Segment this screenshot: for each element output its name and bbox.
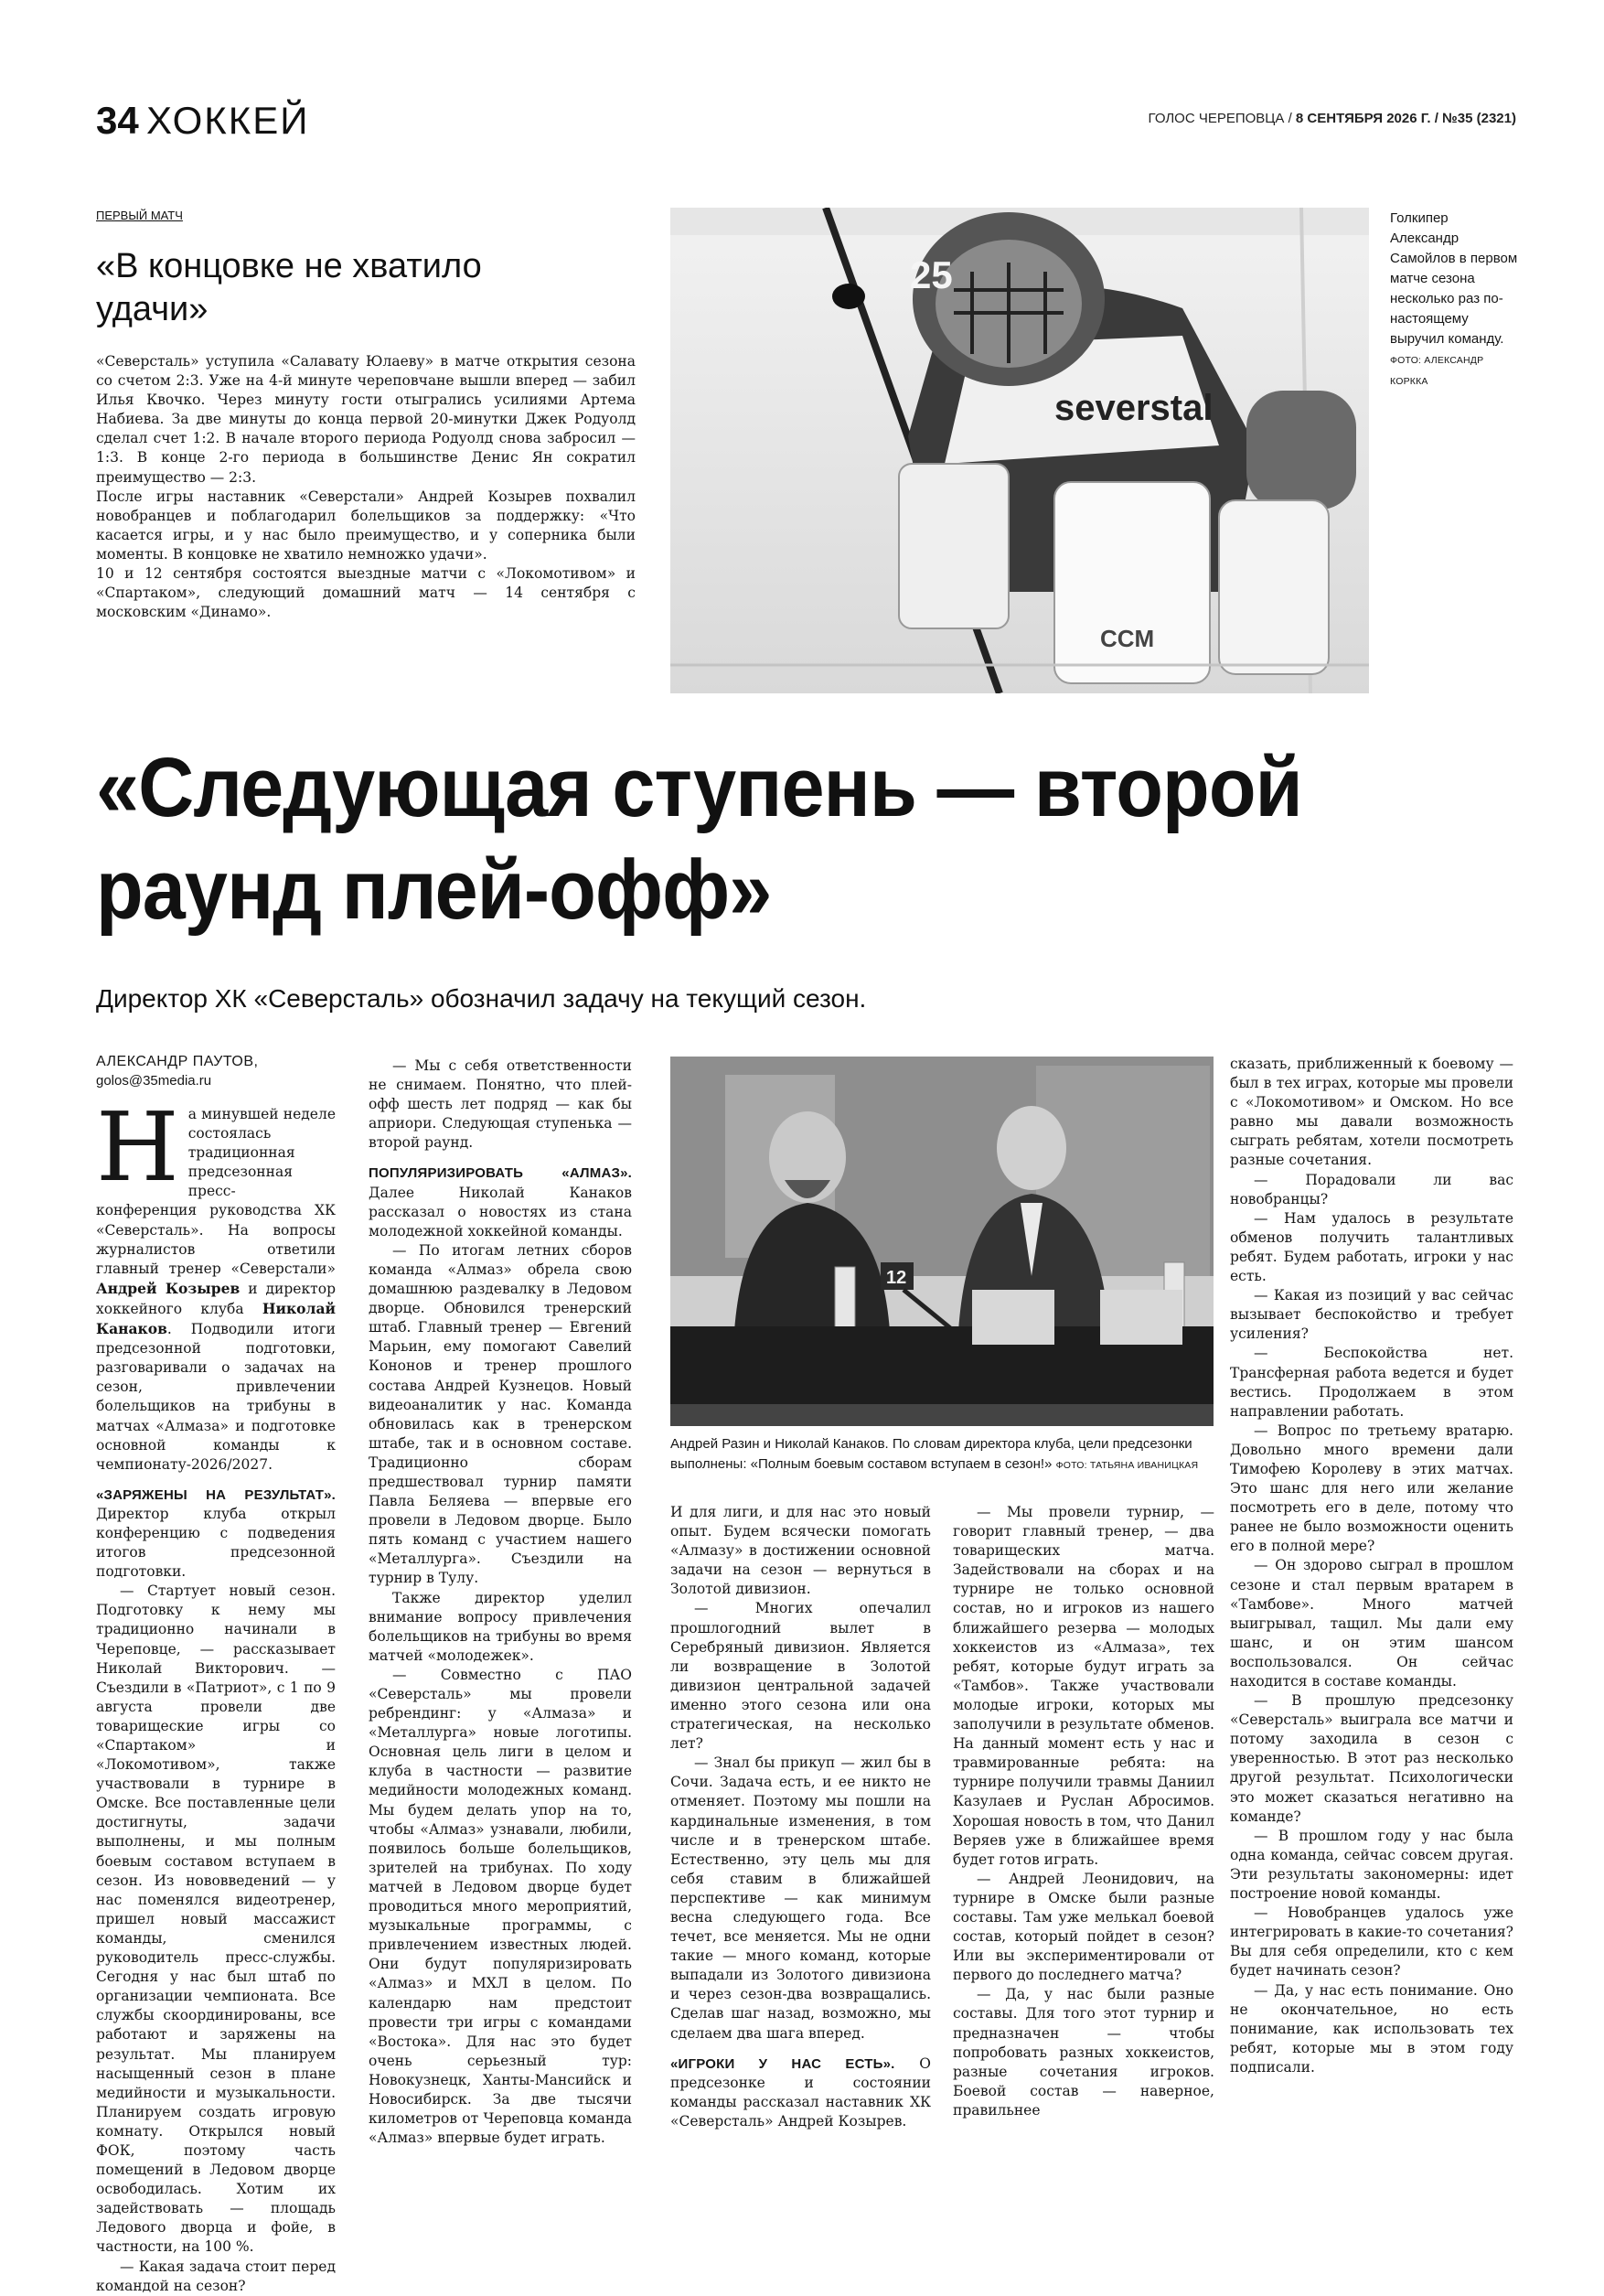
headline-line: раунд плей-офф»	[96, 843, 772, 937]
issue-number: / №35 (2321)	[1434, 111, 1516, 126]
article-paragraph: — В прошлом году у нас была одна команда, сейчас совсем другая. Эти результаты закономерны: идет построение новой команды.	[1230, 1827, 1513, 1903]
article-column-3	[670, 1503, 931, 2131]
article-paragraph: — Какая задача стоит перед командой на сезон?	[96, 2258, 336, 2294]
teaser-paragraph: «Северсталь» уступила «Салавату Юлаеву» в матче открытия сезона со счетом 2:3. Уже на 4-й минуте череповчане вышли вперед — забил Илья Квочко. Через минуту гости отыгрались усилиями Артема Набиева. За две минуты до конца первой 20-минутки Джек Родуолд сделал счет 1:2. В начале второго периода Родуолд снова забросил — 1:3. В конце 2-го периода в большинстве Денис Ян сократил преимущество — 2:3.	[96, 353, 636, 486]
teaser-paragraph: 10 и 12 сентября состоятся выездные матчи с «Локомотивом» и «Спартаком», следующий домашний матч — 14 сентября с московским «Динамо».	[96, 565, 636, 621]
caption-text: Голкипер Александр Самойлов в первом матче сезона несколько раз по-настоящему выручил команду.	[1390, 210, 1518, 347]
masthead	[1149, 111, 1516, 126]
mask-number: 25	[910, 253, 953, 296]
jersey-logo-text: severstal	[1054, 388, 1214, 428]
article-paragraph: — Да, у нас есть понимание. Оно не окончательное, но есть понимание, как использовать тех ребят, которые мы в этом году подписали.	[1230, 1981, 1513, 2076]
intro-text: . Подводили итоги предсезонной подготовки, разговаривали о задачах на сезон, привлечении болельщиков на трибуны в матчах «Алмаза» и подготовке основной команды к чемпионату-2026/2027.	[96, 1321, 336, 1473]
article-paragraph: — Знал бы прикуп — жил бы в Сочи. Задача есть, и ее никто не отменяет. Поэтому мы пошли на кардинальные изменения, в том числе и в тренерском штабе. Естественно, эту цель мы для себя ставим в ближайшей перспективе — как минимум весна следующего года. Все течет, все меняется. Мы не одни такие — много команд, которые выпадали из Золотого дивизиона и через сезон-два возвращались. Сделав шаг назад, возможно, мы сделаем два шага вперед.	[670, 1754, 931, 2042]
article-paragraph: — Многих опечалил прошлогодний вылет в Серебряный дивизион. Является ли возвращение в Золотой дивизион центральной задачей именно этого сезона или она стратегическая, на несколько лет?	[670, 1600, 931, 1753]
author-name: АЛЕКСАНДР ПАУТОВ,	[96, 1054, 259, 1069]
page-number: 34	[96, 99, 139, 142]
article-paragraph: — Нам удалось в результате обменов получить талантливых ребят. Будем работать, игроки у нас есть.	[1230, 1209, 1513, 1285]
byline	[96, 1052, 258, 1090]
teaser-kicker: ПЕРВЫЙ МАТЧ	[96, 209, 183, 222]
subheading: «ИГРОКИ У НАС ЕСТЬ».	[670, 2055, 895, 2072]
intro-text: и директор хоккейного клуба	[96, 1280, 336, 1317]
subhead-text: Далее Николай Канаков рассказал о новостях из стана молодежной хоккейной команды.	[369, 1184, 632, 1239]
headline-line: «Следующая ступень — второй	[96, 741, 1302, 834]
article-paragraph: — В прошлую предсезонку «Северсталь» выиграла все матчи и потому заходила в сезон с уверенностью. В этот раз несколько другой результат. Психологически это может сказаться негативно на команде?	[1230, 1692, 1513, 1825]
teaser-title-line: удачи»	[96, 290, 209, 328]
drop-cap: Н	[96, 1091, 179, 1203]
teaser-paragraph: После игры наставник «Северстали» Андрей Козырев похвалил новобранцев и поблагодарил болельщиков за поддержку: «Что касается игры, и у нас было преимущество, и у соперника были моменты. В концовке не хватило немножко удачи».	[96, 488, 636, 563]
subhead-text: Директор клуба открыл конференцию с подведения итогов предсезонной подготовки.	[96, 1505, 336, 1581]
goalie-photo-caption	[1390, 209, 1518, 392]
article-column-4	[953, 1503, 1214, 2120]
intro-text: а минувшей неделе состоялась традиционная предсезонная пресс-конференция руководства ХК «Северсталь». На вопросы журналистов ответили главный тренер «Северстали»	[96, 1106, 336, 1277]
author-email: golos@35media.ru	[96, 1073, 212, 1089]
press-photo-caption	[670, 1434, 1219, 1475]
teaser-title	[96, 245, 608, 331]
article-paragraph: — Вопрос по третьему вратарю. Довольно много времени дали Тимофею Королеву в этих матчах. Это шанс для него или желание посмотреть его в деле, потому что ранее не было возможности оценить его в полной мере?	[1230, 1422, 1513, 1555]
issue-date: 8 СЕНТЯБРЯ 2026 Г.	[1295, 111, 1431, 126]
article-paragraph: сказать, приближенный к боевому — был в тех играх, которые мы провели с «Локомотивом» и Омском. Но все равно мы давали возможность сыграть ребятам, хотели посмотреть разные сочетания.	[1230, 1056, 1513, 1169]
paper-name: ГОЛОС ЧЕРЕПОВЦА /	[1148, 111, 1292, 126]
pad-brand: CCM	[1100, 625, 1155, 652]
subheading: ПОПУЛЯРИЗИРОВАТЬ «АЛМАЗ».	[369, 1165, 632, 1182]
photo-credit: ФОТО: ТАТЬЯНА ИВАНИЦКАЯ	[1055, 1460, 1199, 1471]
teaser-title-line: «В концовке не хватило	[96, 247, 482, 285]
subhead-paragraph	[96, 1486, 336, 1582]
article-paragraph: — Да, у нас были разные составы. Для того этот турнир и предназначен — чтобы попробовать разных хоккеистов, разные сочетания игроков. Боевой состав — наверное, правильнее	[953, 1986, 1214, 2119]
subheading: «ЗАРЯЖЕНЫ НА РЕЗУЛЬТАТ».	[96, 1486, 336, 1503]
article-paragraph: — Совместно с ПАО «Северсталь» мы провели ребрендинг: у «Алмаза» и «Металлурга» новые логотипы. Основная цель лиги в целом и клуба в частности — развитие медийности молодежных команд. Мы будем делать упор на то, чтобы «Алмаз» узнавали, любили, появилось больше болельщиков, зрителей на трибунах. По ходу матчей в Ледовом дворце будет проводиться много мероприятий, музыкальные программы, с привлечением известных людей. Они будут популяризировать «Алмаз» и МХЛ в целом. По календарю нам предстоит провести три игры с командами «Востока». Для нас это будет очень серьезный тур: Новокузнецк, Ханты-Мансийск и Новосибирск. За две тысячи километров от Череповца команда «Алмаз» впервые будет играть.	[369, 1666, 632, 2147]
subhead-paragraph	[369, 1164, 632, 1240]
intro-name: Андрей Козырев	[96, 1279, 241, 1297]
article-paragraph: — Какая из позиций у вас сейчас вызывает беспокойство и требует усиления?	[1230, 1287, 1513, 1343]
goalie-photo	[670, 208, 1369, 693]
article-paragraph: — По итогам летних сборов команда «Алмаз» обрела свою домашнюю раздевалку в Ледовом дворце. Обновился тренерский штаб. Главный тренер — Евгений Марьин, ему помогают Савелий Кононов и тренер прошлого состава Андрей Кузнецов. Новый видеоаналитик у нас. Команда обновилась как в тренерском штабе, так и в основном составе. Традиционно сборам предшествовал турнир памяти Павла Беляева — впервые его провели в Ледовом дворце. Было пять команд с участием нашего «Металлурга». Съездили на турнир в Тулу.	[369, 1241, 632, 1587]
press-conference-photo	[670, 1057, 1214, 1426]
photo-credit: ФОТО: АЛЕКСАНДР КОРККА	[1390, 355, 1484, 387]
teaser-body	[96, 352, 636, 622]
article-paragraph: Также директор уделил внимание вопросу привлечения болельщиков на трибуны во время матчей «молодежек».	[369, 1589, 632, 1664]
intro-name: Николай Канаков	[96, 1299, 336, 1338]
article-lead: Директор ХК «Северсталь» обозначил задачу на текущий сезон.	[96, 984, 867, 1013]
article-paragraph: — Новобранцев удалось уже интегрировать в какие-то сочетания? Вы для себя определили, кто с кем будет начинать сезон?	[1230, 1904, 1513, 1979]
main-headline	[96, 736, 1408, 941]
article-paragraph: — Мы провели турнир, — говорит главный тренер, — два товарищеских матча. Задействовали на сборах и на турнире не только основной состав, но и игроков из нашего ближайшего резерва — молодых хоккеистов из «Алмаза», тех ребят, которые будут играть за «Тамбов». Также участвовали молодые игроки, которых мы заполучили в результате обменов. На данный момент есть у нас и травмированные ребята: на турнире получили травмы Даниил Казулаев и Руслан Абросимов. Хорошая новость в том, что Данил Веряев уже в ближайшее время будет готов играть.	[953, 1504, 1214, 1868]
subhead-paragraph	[670, 2055, 931, 2131]
article-paragraph: — Стартует новый сезон. Подготовку к нему мы традиционно начинали в Череповце, — рассказывает Николай Викторович. — Съездили в «Патриот», с 1 по 9 августа провели две товарищеские игры со «Спартаком» и «Локомотивом», также участвовали в турнире в Омске. Все поставленные цели достигнуты, задачи выполнены, и мы полным боевым составом вступаем в сезон. Из нововведений — у нас поменялся видеотренер, пришел новый массажист команды, сменился руководитель пресс-службы. Сегодня у нас был штаб по организации чемпионата. Все службы скоординированы, все работают и заряжены на результат. Мы планируем насыщенный сезон в плане медийности и музыкальности. Планируем создать игровую комнату. Открылся новый ФОК, поэтому часть помещений в Ледовом дворце освободилась. Хотим их задействовать — площадь Ледового дворца и фойе, в частности, на 100 %.	[96, 1583, 336, 2256]
article-paragraph: — Мы с себя ответственности не снимаем. Понятно, что плей-офф шесть лет подряд — как бы априори. Следующая ступенька — второй раунд.	[369, 1057, 632, 1152]
subhead-text: О предсезонке и состоянии команды рассказал наставник ХК «Северсталь» Андрей Козырев.	[670, 2055, 931, 2130]
section-title: ХОККЕЙ	[146, 99, 310, 142]
article-paragraph: — Он здорово сыграл в прошлом сезоне и стал первым вратарем в «Тамбове». Много матчей выигрывал, тащил. Мы дали ему шанс, и он этим шансом воспользовался. Он сейчас находится в составе команды.	[1230, 1557, 1513, 1690]
article-paragraph: И для лиги, и для нас это новый опыт. Будем всячески помогать «Алмазу» в достижении основной задачи на сезон — вернуться в Золотой дивизион.	[670, 1504, 931, 1598]
mic-flag-number: 12	[886, 1268, 907, 1288]
article-column-2	[369, 1057, 632, 2148]
article-paragraph: — Андрей Леонидович, на турнире в Омске были разные составы. Там уже мелькал боевой состав, который пойдет в сезон? Или вы экспериментировали от первого до последнего матча?	[953, 1870, 1214, 1984]
article-column-1	[96, 1091, 336, 2296]
intro-paragraph	[96, 1091, 336, 1475]
article-column-5	[1230, 1055, 1513, 2077]
article-paragraph: — Беспокойства нет. Трансферная работа ведется и будет вестись. Продолжаем в этом направлении работать.	[1230, 1345, 1513, 1420]
caption-text: Андрей Разин и Николай Канаков. По словам директора клуба, цели предсезонки выполнены: «Полным боевым составом вступаем в сезон!»	[670, 1436, 1192, 1472]
article-paragraph: — Порадовали ли вас новобранцы?	[1230, 1171, 1513, 1207]
